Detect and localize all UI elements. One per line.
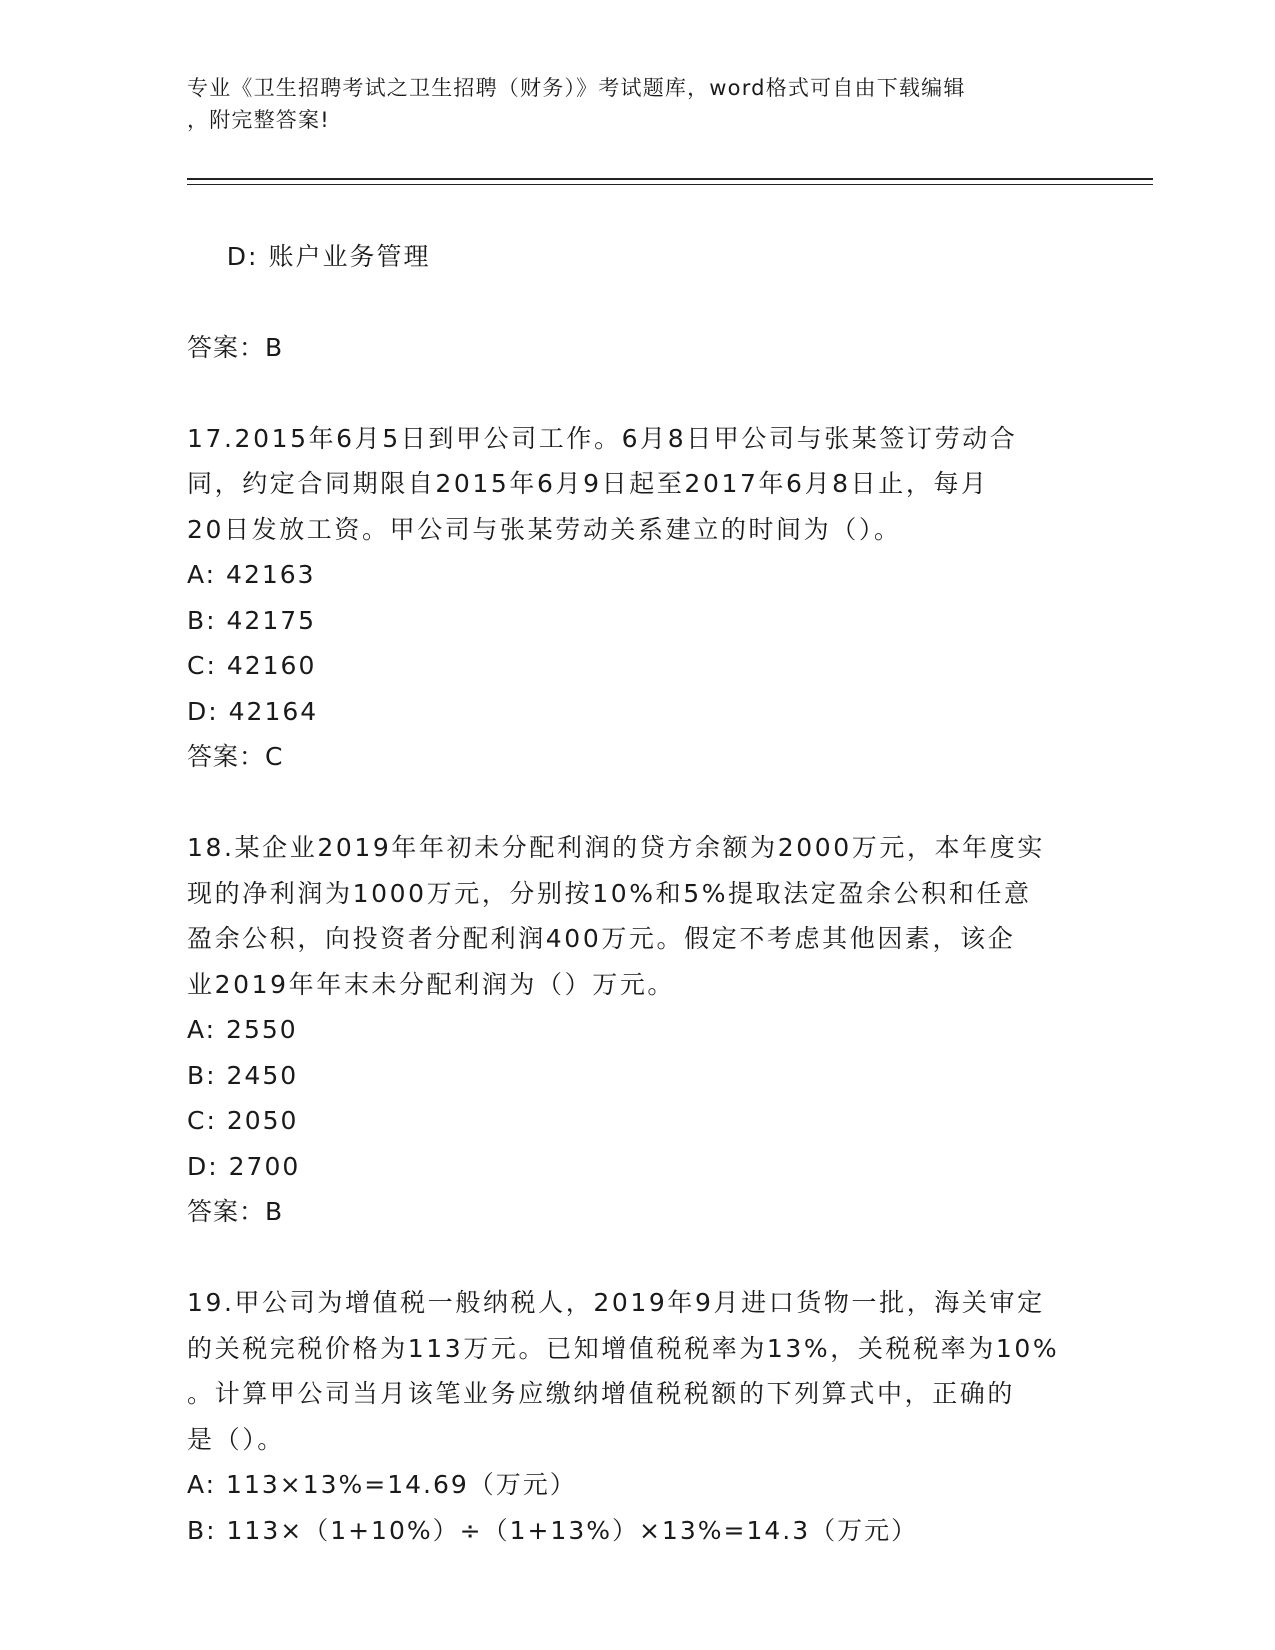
option-label: A: — [187, 560, 217, 589]
option-row — [187, 188, 1087, 325]
header-rule-thin — [187, 184, 1153, 185]
document-header — [187, 72, 1087, 136]
option-label: B: — [187, 1515, 217, 1545]
option-label: B: — [187, 605, 217, 635]
question-text-line: 17.2015年6月5日到甲公司工作。6月8日甲公司与张某签订劳动合 — [187, 423, 1018, 453]
option-row — [187, 1144, 1087, 1190]
spacer — [187, 370, 1087, 416]
option-label: D: — [187, 696, 219, 726]
header-rule-thick — [187, 178, 1153, 180]
header-line-2: ，附完整答案! — [187, 108, 330, 132]
answer-line: 答案：C — [187, 742, 284, 771]
option-label: D: — [187, 1151, 219, 1181]
option-label: B: — [187, 1060, 217, 1090]
answer-line: 答案：B — [187, 332, 284, 362]
question-19 — [187, 1280, 1087, 1553]
option-text: 2700 — [228, 1151, 301, 1181]
option-row — [187, 689, 1087, 735]
option-row — [187, 643, 1087, 689]
option-row — [187, 598, 1087, 644]
question-text-line: 业2019年年末未分配利润为（）万元。 — [187, 969, 676, 999]
option-text: 2450 — [226, 1060, 299, 1090]
option-text: 113×13%=14.69（万元） — [226, 1470, 577, 1499]
option-row — [187, 552, 1087, 598]
question-18 — [187, 825, 1087, 1235]
option-label: C: — [187, 651, 217, 680]
option-row — [187, 1098, 1087, 1144]
option-text: 42164 — [228, 696, 319, 726]
question-text-line: 的关税完税价格为113万元。已知增值税税率为13%，关税税率为10% — [187, 1333, 1060, 1363]
option-label: A: — [187, 1470, 217, 1499]
question-text-line: 。计算甲公司当月该笔业务应缴纳增值税税额的下列算式中，正确的 — [187, 1379, 1016, 1408]
question-text-line: 盈余公积，向投资者分配利润400万元。假定不考虑其他因素，该企 — [187, 924, 1016, 953]
option-row — [187, 1053, 1087, 1099]
option-text: 42175 — [226, 605, 317, 635]
option-label: A: — [187, 1015, 217, 1044]
document-body — [187, 188, 1087, 1553]
header-line-1: 专业《卫生招聘考试之卫生招聘（财务）》考试题库，word格式可自由下载编辑 — [187, 76, 966, 100]
question-text-line: 现的净利润为1000万元，分别按10%和5%提取法定盈余公积和任意 — [187, 878, 1032, 908]
question-17 — [187, 416, 1087, 780]
question-text-line: 同，约定合同期限自2015年6月9日起至2017年6月8日止，每月 — [187, 469, 989, 498]
question-text-line: 19.甲公司为增值税一般纳税人，2019年9月进口货物一批，海关审定 — [187, 1288, 1045, 1317]
option-text: 42160 — [226, 651, 317, 680]
option-text: 账户业务管理 — [268, 241, 431, 271]
option-label: C: — [187, 1106, 217, 1135]
spacer — [187, 1235, 1087, 1281]
option-row — [187, 1508, 1087, 1554]
question-text-line: 是（）。 — [187, 1424, 285, 1454]
option-text: 2550 — [226, 1015, 298, 1044]
spacer — [187, 780, 1087, 826]
question-text-line: 18.某企业2019年年初未分配利润的贷方余额为2000万元，本年度实 — [187, 833, 1046, 862]
answer-line: 答案：B — [187, 1197, 284, 1226]
option-text: 42163 — [226, 560, 316, 589]
option-row — [187, 1462, 1087, 1508]
option-text: 113×（1+10%）÷（1+13%）×13%=14.3（万元） — [226, 1515, 919, 1545]
question-text-line: 20日发放工资。甲公司与张某劳动关系建立的时间为（）。 — [187, 514, 902, 544]
option-label: D: — [226, 241, 259, 271]
option-row — [187, 1007, 1087, 1053]
option-text: 2050 — [226, 1106, 299, 1135]
